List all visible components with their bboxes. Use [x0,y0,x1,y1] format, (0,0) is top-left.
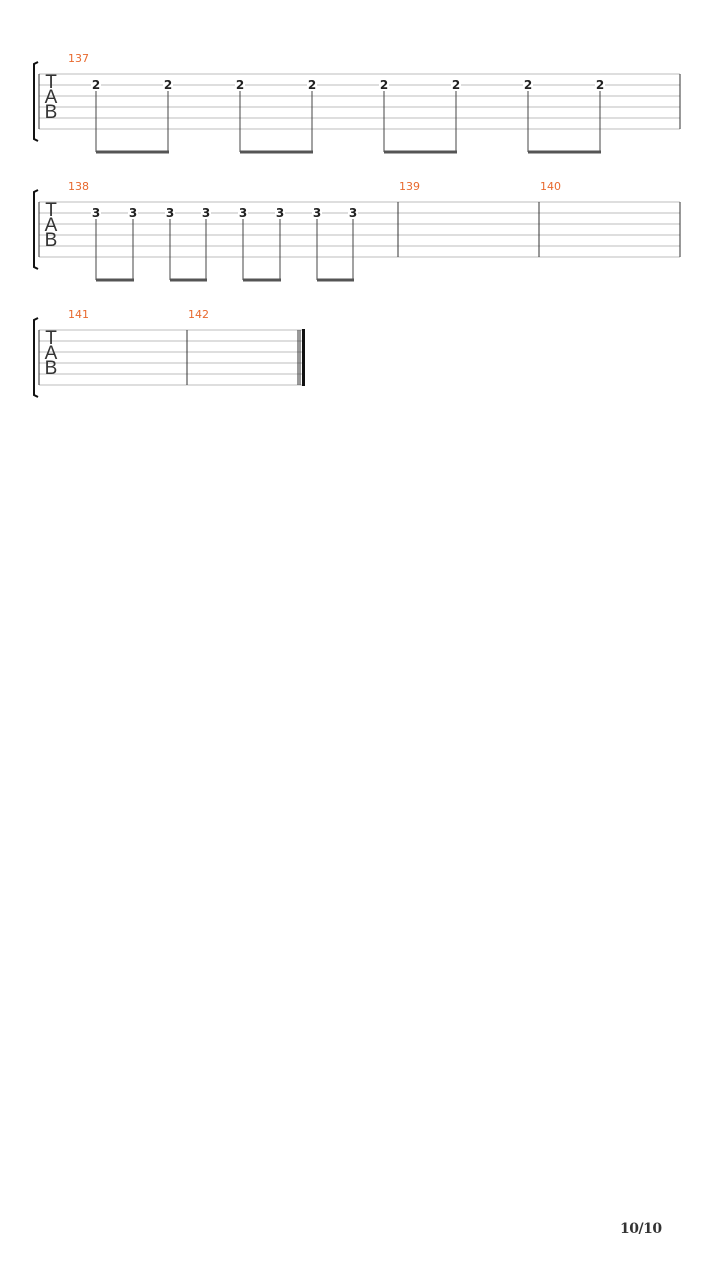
fret-number: 2 [307,78,317,92]
fret-number: 3 [238,206,248,220]
measure-number: 141 [68,308,89,321]
tab-clef-letter: A [44,215,58,236]
tab-clef-letter: A [44,343,58,364]
final-barline-thick [302,329,305,386]
fret-number: 3 [165,206,175,220]
tab-clef-letter: T [45,200,57,221]
fret-number: 2 [163,78,173,92]
tab-clef-letter: A [44,87,58,108]
measure-number: 137 [68,52,89,65]
tab-clef-letter: B [44,102,58,123]
tab-clef-letter: T [45,328,57,349]
fret-number: 3 [91,206,101,220]
measure-number: 140 [540,180,561,193]
measure-number: 139 [399,180,420,193]
fret-number: 2 [523,78,533,92]
fret-number: 3 [348,206,358,220]
fret-number: 2 [451,78,461,92]
system-bracket [34,318,38,397]
measure-number: 142 [188,308,209,321]
fret-number: 2 [595,78,605,92]
system-bracket [34,190,38,269]
fret-number: 3 [201,206,211,220]
page-number: 10/10 [620,1221,662,1237]
fret-number: 2 [91,78,101,92]
fret-number: 3 [128,206,138,220]
tab-clef-letter: B [44,358,58,379]
fret-number: 3 [312,206,322,220]
fret-number: 2 [235,78,245,92]
tab-clef-letter: T [45,72,57,93]
fret-number: 2 [379,78,389,92]
system-bracket [34,62,38,141]
tab-clef-letter: B [44,230,58,251]
measure-number: 138 [68,180,89,193]
fret-number: 3 [275,206,285,220]
